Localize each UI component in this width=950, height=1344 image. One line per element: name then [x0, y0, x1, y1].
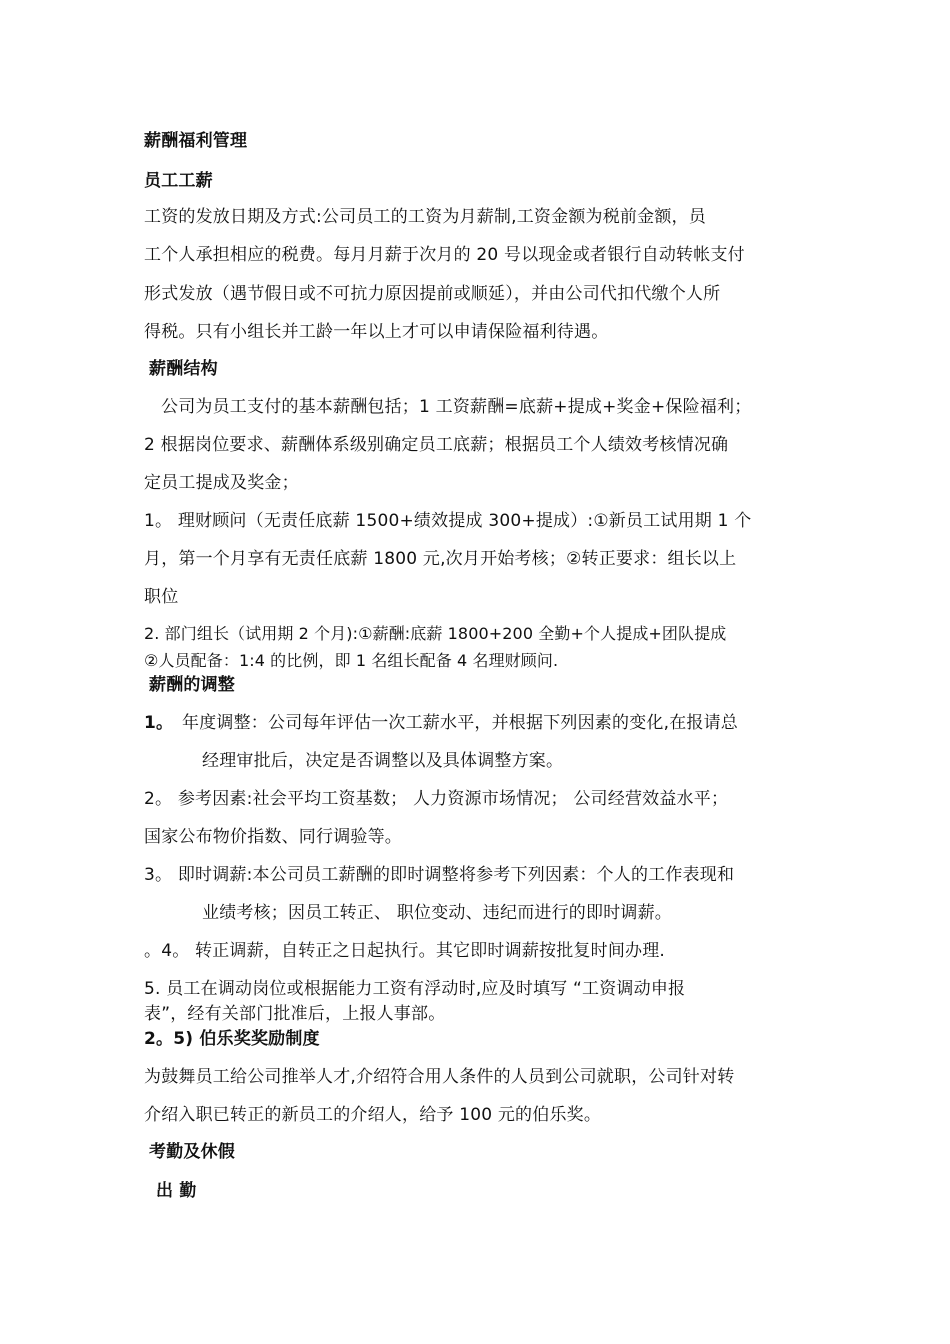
- list-item-line: 业绩考核；因员工转正、 职位变动、违纪而进行的即时调薪。: [202, 903, 673, 923]
- section-heading-adjust: 薪酬的调整: [149, 675, 235, 695]
- paragraph-line: 为鼓舞员工给公司推举人才,介绍符合用人条件的人员到公司就职，公司针对转: [144, 1067, 735, 1087]
- list-item-line: 。4。 转正调薪，自转正之日起执行。其它即时调薪按批复时间办理.: [144, 941, 666, 961]
- list-item-line: 表”，经有关部门批准后，上报人事部。: [144, 1004, 446, 1024]
- paragraph-line: 得税。只有小组长并工龄一年以上才可以申请保险福利待遇。: [144, 322, 609, 342]
- list-item-number: 1。: [144, 713, 174, 733]
- list-item-line: 年度调整：公司每年评估一次工薪水平，并根据下列因素的变化,在报请总: [182, 713, 739, 733]
- section-heading-attendance: 考勤及休假: [149, 1142, 235, 1162]
- list-item-line: 1。 理财顾问（无责任底薪 1500+绩效提成 300+提成）:①新员工试用期 1 个: [144, 511, 752, 531]
- list-item-line: 2。 参考因素:社会平均工资基数； 人力资源市场情况； 公司经营效益水平；: [144, 789, 729, 809]
- list-item-line: 月，第一个月享有无责任底薪 1800 元,次月开始考核；②转正要求：组长以上: [144, 549, 737, 569]
- paragraph-line: 定员工提成及奖金；: [144, 473, 299, 493]
- paragraph-line: 工个人承担相应的税费。每月月薪于次月的 20 号以现金或者银行自动转帐支付: [144, 245, 745, 265]
- paragraph-line: 工资的发放日期及方式:公司员工的工资为月薪制,工资金额为税前金额，员: [144, 207, 706, 227]
- section-heading-salary: 员工工薪: [144, 171, 213, 191]
- paragraph-line: 公司为员工支付的基本薪酬包括；1 工资薪酬=底薪+提成+奖金+保险福利；: [161, 397, 752, 417]
- section-heading-bole: 2。5) 伯乐奖奖励制度: [144, 1029, 320, 1049]
- list-item-line: 3。 即时调薪:本公司员工薪酬的即时调整将参考下列因素：个人的工作表现和: [144, 865, 735, 885]
- list-item-line: 职位: [144, 587, 179, 607]
- list-item-line: 5. 员工在调动岗位或根据能力工资有浮动时,应及时填写 “工资调动申报: [144, 979, 686, 999]
- paragraph-line: 2 根据岗位要求、薪酬体系级别确定员工底薪；根据员工个人绩效考核情况确: [144, 435, 729, 455]
- sub-heading-attendance: 出 勤: [156, 1181, 197, 1201]
- document-title: 薪酬福利管理: [144, 131, 248, 151]
- list-item-line: 2. 部门组长（试用期 2 个月):①薪酬:底薪 1800+200 全勤+个人提成+团队提成: [144, 624, 727, 643]
- paragraph-line: 形式发放（遇节假日或不可抗力原因提前或顺延），并由公司代扣代缴个人所: [144, 284, 721, 304]
- paragraph-line: 介绍入职已转正的新员工的介绍人，给予 100 元的伯乐奖。: [144, 1105, 602, 1125]
- list-item-line: 经理审批后，决定是否调整以及具体调整方案。: [202, 751, 564, 771]
- list-item-line: ②人员配备：1:4 的比例，即 1 名组长配备 4 名理财顾问.: [144, 651, 559, 670]
- section-heading-structure: 薪酬结构: [149, 359, 218, 379]
- list-item-line: 国家公布物价指数、同行调验等。: [144, 827, 402, 847]
